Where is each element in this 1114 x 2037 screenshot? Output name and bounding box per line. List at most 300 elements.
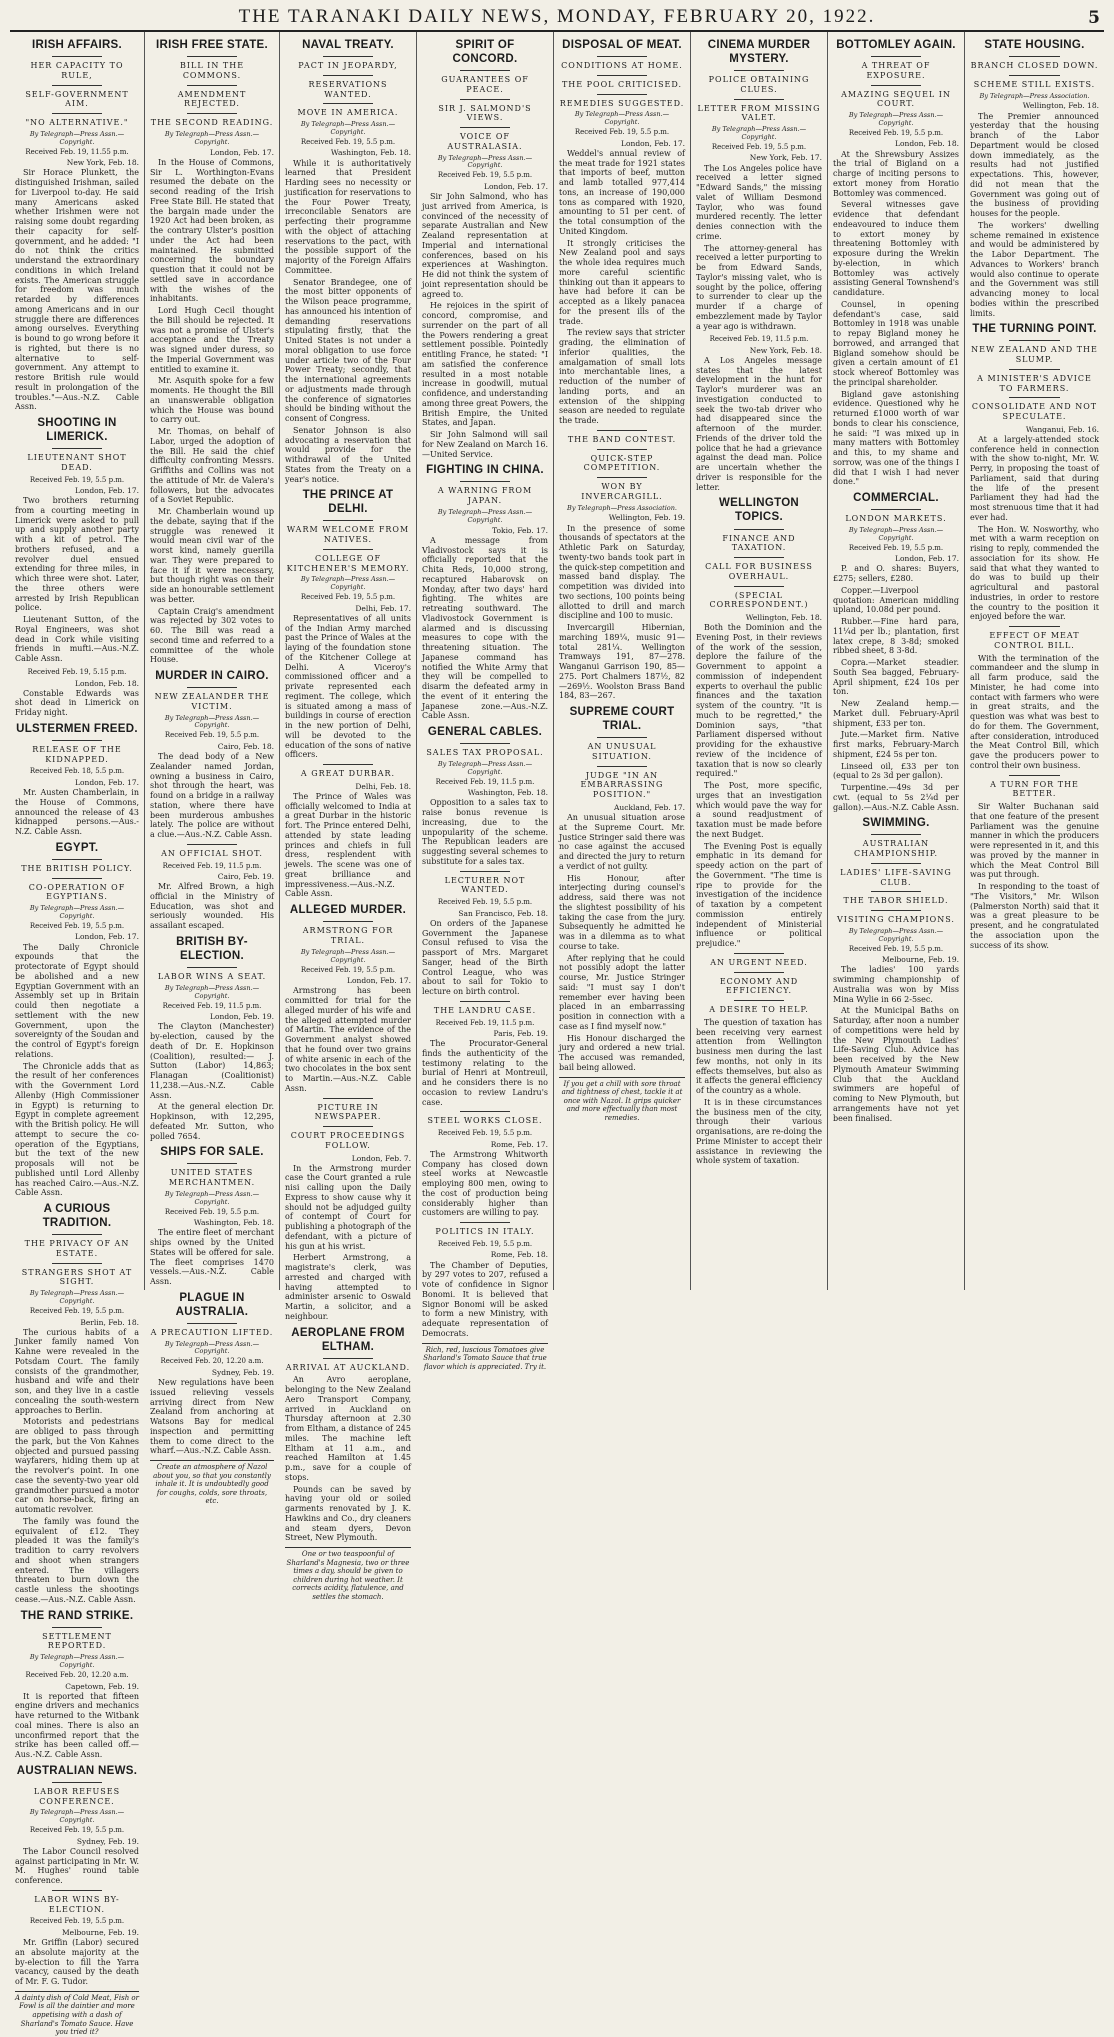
article-body (15, 168, 139, 412)
dateline: Wellington, Feb. 18. (1022, 101, 1099, 111)
divider (460, 871, 510, 872)
divider (460, 743, 510, 744)
divider (52, 1782, 102, 1783)
article (559, 38, 685, 426)
divider (187, 85, 237, 86)
dateline: Delhi, Feb. 17. (355, 603, 411, 613)
article-body (150, 1378, 274, 1456)
article-body (15, 1847, 139, 1886)
received-time: Received Feb. 19, 5.5 p.m. (437, 1129, 533, 1138)
article (150, 1145, 274, 1287)
divider (187, 844, 237, 845)
article-subheading: THE SECOND READING. (150, 118, 274, 128)
dateline: Washington, Feb. 18. (467, 788, 548, 798)
article-paragraph: The Hon. W. Nosworthy, who met with a warm reception on rising to reply, commended the association for its show. He said that what they wanted to do was to build up their agricultural and pastoral industries, in order to restore the country to the position it enjoyed before the war. (970, 524, 1099, 622)
divider (871, 56, 921, 57)
article-credit: By Telegraph—Press Assn.—Copyright. (164, 983, 260, 1000)
article (422, 1111, 548, 1218)
dateline: Sydney, Feb. 19. (211, 1367, 274, 1377)
dateline: Washington, Feb. 18. (193, 1218, 274, 1228)
divider (323, 921, 373, 922)
article-headline: WELLINGTON TOPICS. (718, 497, 800, 524)
article-paragraph: The Chamber of Deputies, by 297 votes to 207, refused a vote of confidence in Signor Bonomi. It is believed that Signor Bonomi will be asked to form a new Ministry, with adequate representation of Democrats. (422, 1260, 548, 1338)
received-time: Received Feb. 19, 5.5 p.m. (437, 1239, 533, 1248)
dateline: New York, Feb. 18. (66, 158, 139, 168)
article-paragraph: In the presence of some thousands of spectators at the Athletic Park on Saturday, twenty-two bands took part in the quick-step competition and massed band display. The competition was divided into two sections, 100 points being allotted to drill and march discipline and 100 to music. (559, 523, 685, 621)
article-paragraph: Armstrong has been committed for trial for the alleged murder of his wife and the alleged attempted murder of Martin. The evidence of the Government analyst showed that he found over two grains of white arsenic in each of the two chocolates in the box sent to Martin.—Aus.-N.Z. Cable Assn. (285, 986, 411, 1093)
article (285, 903, 411, 1093)
article-paragraph: The family was found the equivalent of £12. They pleaded it was the family's tradition to carry revolvers and shoot when strangers entered. The villagers threaten to burn down the castle unless the shootings cease.—Aus.-N.Z. Cable Assn. (15, 1516, 139, 1604)
received-time: Received Feb. 19, 5.5 p.m. (300, 965, 396, 974)
article-body (970, 435, 1099, 622)
article-subheading: LECTURER NOT WANTED. (444, 875, 526, 895)
article-paragraph: The review says that stricter grading, the elimination of inferior qualities, the amalgamation of small lots into merchantable lines, a reduction of the number of landing ports, and an extension of the shipping season are needed to regulate the trade. (559, 328, 685, 426)
article (422, 38, 548, 459)
article-subheading: RELEASE OF THE KIDNAPPED. (32, 744, 122, 764)
article-subheading: LONDON MARKETS. (845, 514, 947, 524)
column-6 (691, 32, 828, 1290)
article-paragraph: The Los Angeles police have received a letter signed "Edward Sands," the missing valet of William Desmond Taylor, who was found murdered recently. The letter denies connection with the crime. (696, 163, 822, 241)
article-subheading: EFFECT OF MEAT CONTROL BILL. (989, 631, 1080, 650)
article-paragraph: Lord Hugh Cecil thought the Bill should be rejected. It was not a promise of Ulster's acceptance and the Treaty was signed under duress, so the Imperial Government was entitled to examine it. (150, 306, 274, 374)
article-paragraph: Rubber.—Fine hard para, 11¼d per lb.; plantation, first latex crepe, 8 3-8d; smoked ribbed sheet, 8 3-8d. (833, 617, 959, 656)
article-body (285, 614, 411, 760)
article-subheading: STEEL WORKS CLOSE. (427, 1116, 543, 1126)
divider (1009, 75, 1061, 76)
article-subheading: AN UNUSUAL SITUATION. (587, 742, 657, 761)
divider (52, 113, 102, 114)
article (696, 953, 822, 1166)
received-time: Received Feb. 19, 5.5 p.m. (29, 1826, 125, 1835)
divider (52, 740, 102, 741)
divider (52, 85, 102, 86)
article-paragraph: At the Shrewsbury Assizes the trial of Bigland on a charge of inciting persons to extort money from Horatio Bottomley was commenced. (833, 149, 959, 198)
article (15, 722, 139, 837)
article (150, 38, 274, 665)
article-paragraph: In the House of Commons, Sir L. Worthington-Evans resumed the debate on the second reading of the Irish Free State Bill. He stated that the bargain made under the 1920 Act had been broken, as the contrary Ulster's position under the Act had been maintained. He submitted concerning the boundary question that it could not be settled save in accordance with the wishes of the inhabitants. (150, 157, 274, 304)
divider (871, 834, 921, 835)
article-credit: By Telegraph—Press Assn.—Copyright. (848, 111, 944, 127)
article-paragraph: The dead body of a New Zealander named Jordan, owning a business in Cairo, shot through the heart, was found on a bridge in a railway station, where there have been murderous ambushes lately. The police are without a clue.—Aus.-N.Z. Cable Assn. (150, 752, 274, 840)
dateline: Cairo, Feb. 18. (217, 741, 274, 751)
dateline: London, Feb. 17. (75, 486, 139, 496)
article (559, 430, 685, 701)
divider (734, 586, 784, 587)
article-subheading: A TURN FOR THE BETTER. (990, 779, 1079, 799)
article-body (422, 798, 548, 866)
article-paragraph: Jute.—Market firm. Native first marks, February-March shipment, £24 5s per ton. (833, 730, 959, 759)
article-subheading: CONSOLIDATE AND NOT SPECULATE. (971, 402, 1098, 422)
article-headline: SPIRIT OF CONCORD. (452, 39, 518, 66)
received-time: Received Feb. 19, 11.5 p.m. (435, 777, 535, 786)
divider (597, 737, 647, 738)
dateline: Tokio, Feb. 17. (492, 525, 548, 535)
article-paragraph: The Chronicle adds that as the result of her conferences with the Government Lord Allenby (High Commissioner in Egypt) is returning to Egypt in complete agreement with the British policy. He will attempt to secure the co-operation of the Egyptians, but the text of the new proposals will not be published until Lord Allenby has reached Cairo.—Aus.-N.Z. Cable Assn. (15, 1061, 139, 1198)
article-subheading: LADIES' LIFE-SAVING CLUB. (840, 867, 952, 887)
article (285, 38, 411, 484)
dateline: Wellington, Feb. 19. (608, 513, 685, 523)
article-paragraph: The entire fleet of merchant ships owned by the United States will be offered for sale. The fleet comprises 1470 vessels.—Aus.-N.Z. Cable Assn. (150, 1228, 274, 1287)
column-7 (828, 32, 965, 1290)
article (15, 668, 139, 718)
dateline: London, Feb. 17. (484, 181, 548, 191)
article (150, 1291, 274, 1456)
article-credit: By Telegraph—Press Assn.—Copyright. (164, 129, 260, 146)
divider (1009, 775, 1061, 776)
article-paragraph: The Daily Chronicle expounds that the protectorate of Egypt should be abolished and a new Egyptian Government with an Assembly set up in Britain could then negotiate a settlement with the new Government, upon the sovereignty of the Soudan and the control of Egypt's foreign relations. (15, 942, 139, 1059)
article-headline: DISPOSAL OF MEAT. (562, 39, 682, 51)
article-body (696, 356, 822, 493)
divider (323, 520, 373, 521)
divider (323, 56, 373, 57)
article-paragraph: Mr. Chamberlain wound up the debate, saying that if the struggle was renewed it would mean civil war of the worst kind, namely guerilla war. They were prepared to face it if it were necessary, but though right was on their side an honourable settlement was better. (150, 507, 274, 604)
divider (323, 1126, 373, 1127)
received-time: Received Feb. 19, 11.5 p.m. (435, 1018, 535, 1027)
dateline: London, Feb. 18. (75, 678, 139, 688)
article-headline: CINEMA MURDER MYSTERY. (707, 39, 811, 66)
article-headline: PLAGUE IN AUSTRALIA. (175, 1291, 249, 1318)
article-body (285, 1164, 411, 1322)
column-8 (965, 32, 1104, 1290)
received-time: Received Feb. 19, 5.5 p.m. (29, 475, 125, 484)
article-paragraph: It is reported that fifteen engine drivers and mechanics have returned to the Witbank coal mines. There is also an unconfirmed report that the strike has been called off.—Aus.-N.Z. Cable Assn. (15, 1691, 139, 1760)
divider (187, 113, 237, 114)
article-subheading: AUSTRALIAN CHAMPIONSHIP. (853, 839, 939, 859)
article-headline: MURDER IN CAIRO. (155, 670, 269, 682)
divider (871, 85, 921, 86)
article-credit: By Telegraph—Press Assn.—Copyright. (848, 525, 944, 542)
article-paragraph: On orders of the Japanese Government the Japanese Consul refused to visa the passport of Mrs. Margaret Sanger, head of the Birth Control League, who was about to sail for Tokio to lecture on birth control. (422, 918, 548, 996)
article (150, 669, 274, 840)
received-time: Received Feb. 19, 5.5 p.m. (164, 731, 260, 740)
article-subheading: WON BY INVERCARGILL. (581, 482, 663, 501)
received-time: Received Feb. 20, 12.20 a.m. (160, 1357, 264, 1366)
article-body (970, 802, 1099, 950)
article-credit: By Telegraph—Press Assn.—Copyright. (300, 947, 396, 964)
article-body (422, 1150, 548, 1218)
divider (597, 766, 647, 767)
article-paragraph: Counsel, in opening defendant's case, said Bottomley in 1918 was unable to repay Bigland money he borrowed, and arranged that Bigland somehow should be given a certain amount of £1 stock whereof Bottomley was the principal shareholder. (833, 299, 959, 387)
dateline: Paris, Feb. 19. (493, 1029, 548, 1039)
received-time: Received Feb. 19, 5.5 p.m. (848, 944, 944, 953)
received-time: Received Feb. 19, 5.5 p.m. (29, 1307, 125, 1315)
article-credit: By Telegraph—Press Assn.—Copyright. (164, 1189, 260, 1206)
article (285, 1326, 411, 1544)
article-paragraph: Herbert Armstrong, a magistrate's clerk, was arrested and charged with having attempted to administer arsenic to Oswald Martin, a solicitor, and a neighbour. (285, 1253, 411, 1321)
received-time: Received Feb. 18, 5.5 p.m. (29, 767, 125, 776)
article-subheading: SIR J. SALMOND'S VIEWS. (438, 103, 532, 123)
article-headline: IRISH FREE STATE. (155, 39, 268, 51)
article-paragraph: It strongly criticises the New Zealand pool and says the whole idea requires much more careful scientific thinking out than it appears to have had before it can be accepted as a likely panacea for the present ills of the trade. (559, 238, 685, 326)
article-body (422, 536, 548, 721)
dateline: Melbourne, Feb. 19. (61, 1928, 139, 1938)
article-subheading: A GREAT DURBAR. (300, 769, 396, 779)
divider (187, 1323, 237, 1324)
article-subheading: A WARNING FROM JAPAN. (437, 486, 533, 506)
article-paragraph: P. and O. shares: Buyers, £275; sellers, £280. (833, 564, 959, 584)
article-paragraph: The curious habits of a Junker family named Von Kahne were revealed in the Potsdam Court. The family consists of the grandmother, husband and wife and their son, and they live in a castle concealing the south-western approaches to Berlin. (15, 1327, 139, 1415)
article-paragraph: The ladies' 100 yards swimming championship of Australia was won by Miss Mina Wylie in 66 2-5sec. (833, 965, 959, 1004)
article-body (150, 1022, 274, 1141)
divider (323, 764, 373, 765)
article (15, 1609, 139, 1760)
article-headline: AEROPLANE FROM ELTHAM. (291, 1326, 405, 1353)
article-paragraph: The question of taxation has been receiving very earnest attention from Wellington business men during the last few months, not only in its effects themselves, but also as it affects the general efficiency of the country as a whole. (696, 1017, 822, 1096)
dateline: London, Feb. 17. (347, 976, 411, 986)
article (696, 335, 822, 492)
dateline: London, Feb. 17. (210, 147, 274, 157)
divider (734, 972, 784, 973)
article-subheading: BILL IN THE COMMONS. (179, 61, 245, 80)
article-subheading: PACT IN JEOPARDY, (298, 61, 398, 71)
article-paragraph: The workers' dwelling scheme remained in existence and would be administered by the Labor Department. The Advances to Workers' branch would also continue to operate and the Government was still advancing money to local bodies within the prescribed limits. (970, 220, 1099, 318)
article (696, 38, 822, 331)
article (150, 844, 274, 931)
dateline: Washington, Feb. 18. (330, 148, 411, 158)
article-subheading: SELF-GOVERNMENT AIM. (25, 89, 129, 109)
article-paragraph: Mr. Thomas, on behalf of Labor, urged the adoption of the Bill. He said the chief difficulty confronting Messrs. Griffiths and Collins was not the attitude of Mr. de Valera's followers, but the advocates of a Soviet Republic. (150, 427, 274, 505)
article-subheading: PICTURE IN NEWSPAPER. (314, 1102, 382, 1122)
article-subheading: LETTER FROM MISSING VALET. (697, 103, 821, 123)
article-subheading: ARRIVAL AT AUCKLAND. (285, 1362, 411, 1372)
dateline: London, Feb. 17. (75, 932, 139, 942)
article-body (833, 564, 959, 812)
divider (52, 1263, 102, 1264)
columns-container (10, 32, 1104, 2037)
article-body (15, 1938, 139, 1987)
divider (323, 1358, 373, 1359)
article-subheading: THE BRITISH POLICY. (21, 863, 133, 873)
article-body (970, 654, 1099, 771)
article (422, 1001, 548, 1108)
column-2 (145, 32, 280, 1506)
received-time: Received Feb. 19, 5.5 p.m. (574, 128, 670, 137)
article (285, 488, 411, 760)
dateline: Sydney, Feb. 19. (76, 1836, 139, 1846)
article-subheading: SCHEME STILL EXISTS. (973, 79, 1096, 89)
article-paragraph: Opposition to a sales tax to raise bonus revenue is increasing, due to the unpopularity of the scheme. The Republican leaders are suggesting several schemes to substitute for a sales tax. (422, 798, 548, 866)
divider (460, 99, 510, 100)
column-5 (554, 32, 691, 1290)
article-credit: By Telegraph—Press Assn.—Copyright. (437, 153, 533, 170)
article (15, 841, 139, 1198)
divider (52, 56, 102, 57)
article-credit: By Telegraph—Press Assn.—Copyright. (300, 120, 396, 136)
divider (1009, 626, 1061, 627)
article-paragraph: Mr. Griffin (Labor) secured an absolute majority at the by-election to fill the Yarra vacancy, caused by the death of Mr. F. G. Tudor. (15, 1938, 139, 1987)
advertisement: Create an atmosphere of Nazol about you, so that you constantly inhale it. It is undoubtedly good for coughs, colds, sore throats, etc. (150, 1460, 274, 1506)
article-paragraph: The Premier announced yesterday that the housing branch of the Labor Department would be closed down immediately, as the results had not justified expectations. This, however, did not mean that the Government was going out of the business of providing houses for the people. (970, 111, 1099, 219)
divider (460, 1001, 510, 1002)
dateline: New York, Feb. 17. (749, 153, 822, 163)
article-subheading: AN URGENT NEED. (710, 957, 808, 967)
article-paragraph: With the termination of the commandeer and the slump in all farm produce, said the Minister, he had come into contact with farmers who were in great straits, and the question was what was best to do for them. The Government, after consideration, introduced the Meat Control Bill, which gave the producers power to control their own business. (970, 653, 1099, 770)
article-paragraph: New regulations have been issued relieving vessels arriving direct from New Zealand from anchoring at Watsons Bay for medical inspection and permitting them to come direct to the wharf.—Aus.-N.Z. Cable Assn. (150, 1378, 274, 1456)
received-time: Received Feb. 19, 5.5 p.m. (848, 128, 944, 137)
received-time: Received Feb. 19, 5.5 p.m. (300, 137, 396, 146)
article (833, 491, 959, 812)
article-paragraph: Mr. Alfred Brown, a high official in the Ministry of Education, was shot and seriously wounded. His assailant escaped. (150, 882, 274, 931)
article-subheading: AMENDMENT REJECTED. (177, 89, 247, 109)
dateline: Melbourne, Feb. 19. (881, 955, 959, 965)
article-credit: By Telegraph—Press Assn.—Copyright. (711, 125, 807, 141)
received-time: Received Feb. 19, 5.5 p.m. (711, 142, 807, 151)
article-body (150, 752, 274, 840)
divider (597, 75, 647, 76)
article-headline: THE TURNING POINT. (972, 323, 1097, 336)
article-subheading: ARMSTRONG FOR TRIAL. (302, 926, 394, 945)
article-subheading: THE LANDRU CASE. (433, 1005, 537, 1015)
article-body (285, 792, 411, 899)
article-body (422, 919, 548, 997)
dateline: San Francisco, Feb. 18. (458, 908, 548, 918)
article (696, 496, 822, 948)
article-paragraph: A Los Angeles message states that the latest development in the hunt for Taylor's murderer was an investigation conducted to seek the two-tab driver who had disappeared since the afternoon of the murder. Friends of the driver told the police that he had a grievance against the dead man. Police are uncertain whether the driver is responsible for the letter. (696, 355, 822, 492)
divider (460, 481, 510, 482)
divider (323, 1098, 373, 1099)
article-body (422, 1039, 548, 1107)
article-subheading: RESERVATIONS WANTED. (308, 79, 388, 99)
article (833, 38, 959, 487)
divider (187, 56, 237, 57)
received-time: Received Feb. 19, 5.5 p.m. (300, 593, 396, 602)
article-body (15, 1692, 139, 1760)
article-subheading: THE PRIVACY OF AN ESTATE. (24, 1239, 130, 1258)
article-body (285, 159, 411, 485)
article-subheading: AN OFFICIAL SHOT. (161, 848, 263, 858)
article-paragraph: Sir Horace Plunkett, the distinguished Irishman, sailed for Liverpool to-day. He said many Americans asked whether Irishmen were not raising some doubt regarding their capacity for self-government, and he added: "I do not think the critics understand the extraordinary conditions in which Ireland exists. The American struggle for freedom was much retarded by differences among Americans and in our struggle there are differences among ourselves. Everything is bound to go wrong before it is righted, but there is no alternative to self-government. Any attempt to restore British rule would result in prolongation of the troubles."—Aus.-N.Z. Cable Assn. (15, 168, 139, 412)
article-paragraph: Two brothers returning from a courting meeting in Limerick were asked to pull up and supply another party with a kit of petrol. The brothers refused, and a revolver duel ensued extending for three miles, in which three were shot. Later, the three others were arrested by Irish Republican police. (15, 496, 139, 613)
divider (52, 878, 102, 879)
column-1 (10, 32, 145, 2037)
article-body (422, 192, 548, 459)
article-body (150, 158, 274, 665)
divider (597, 449, 647, 450)
advertisement: One or two teaspoonful of Sharland's Magnesia, two or three times a day, should be given to children during hot weather. It corrects acidity, flatulence, and settles the stomach. (285, 1547, 411, 1601)
article (15, 1764, 139, 1886)
article-paragraph: The Clayton (Manchester) by-election, caused by the death of Dr. E. Hopkinson (Coalition), resulted:— J. Sutton (Labor) 14,863; Flanagan (Coalitionist) 11,238.—Aus.-N.Z. Cable Assn. (150, 1022, 274, 1100)
article-paragraph: Sir John Salmond will sail for New Zealand on March 16.—United Service. (422, 430, 548, 459)
article-headline: AUSTRALIAN NEWS. (16, 1764, 138, 1777)
dateline: Cairo, Feb. 19. (217, 872, 274, 882)
advertisement: A dainty dish of Cold Meat, Fish or Fowl is all the daintier and more appetising with a dash of Sharland's Tomato Sauce. Have you tried it? (15, 1991, 139, 2037)
dateline: London, Feb. 17. (895, 554, 959, 564)
divider (734, 953, 784, 954)
article-paragraph: A message from Vladivostock says it is officially reported that the Chita Reds, 10,000 strong, recaptured Habarovsk on Monday, after two days' hard fighting. The whites are retreating southward. The Vladivostock Government is alarmed and is discussing measures to cope with the threatening situation. The Japanese command has notified the White Army that they will be compelled to disarm the defeated army in the event of it entering the Japanese zone.—Aus.-N.Z. Cable Assn. (422, 535, 548, 721)
article-headline: STATE HOUSING. (984, 39, 1085, 51)
dateline: London, Feb. 18. (895, 139, 959, 149)
article-subheading: QUICK-STEP COMPETITION. (583, 453, 661, 473)
article-subheading: NEW ZEALANDER THE VICTIM. (154, 692, 270, 711)
article-paragraph: Linseed oil, £33 per ton (equal to 2s 3d per gallon). (833, 761, 959, 781)
dateline: Capetown, Feb. 19. (65, 1681, 139, 1691)
article-headline: A CURIOUS TRADITION. (42, 1203, 112, 1230)
divider (52, 1234, 102, 1235)
article-paragraph: The Armstrong Whitworth Company has closed down steel works at Newcastle employing 800 men, owing to the cost of production being considerably higher than customers are willing to pay. (422, 1149, 548, 1218)
divider (187, 687, 237, 688)
article-subheading: CO-OPERATION OF EGYPTIANS. (28, 882, 126, 902)
article-subheading: NEW ZEALAND AND THE SLUMP. (971, 345, 1098, 365)
article-paragraph: Sir Walter Buchanan said that one feature of the present Parliament was the genuine manner in which the producers were represented in it, and this was proved by the manner in which the Meat Control Bill was put through. (970, 802, 1099, 880)
article-subheading: BRANCH CLOSED DOWN. (970, 61, 1099, 71)
article-subheading: HER CAPACITY TO RULE, (30, 61, 124, 80)
article-paragraph: Sir John Salmond, who has just arrived from America, is convinced of the necessity of separate Australian and New Zealand representation at Imperial and international conferences, based on his experiences at Washington. He did not think the system of joint representation should be agreed to. (422, 192, 548, 299)
article-subheading: CALL FOR BUSINESS OVERHAUL. (705, 562, 813, 581)
article-headline: FIGHTING IN CHINA. (426, 464, 544, 477)
article-headline: SHIPS FOR SALE. (160, 1146, 264, 1159)
received-time: Received Feb. 19, 11.5 p.m. (162, 1001, 262, 1010)
column-4 (417, 32, 554, 1371)
article (15, 416, 139, 664)
article-credit: By Telegraph—Press Assn.—Copyright. (29, 1808, 125, 1825)
divider (734, 529, 784, 530)
article-paragraph: At the general election Dr. Hopkinson, with 12,295, defeated Mr. Sutton, who polled 7654. (150, 1102, 274, 1141)
article-subheading: POLICE OBTAINING CLUES. (708, 75, 810, 94)
dateline: London, Feb. 17. (621, 138, 685, 148)
divider (460, 1111, 510, 1112)
article (15, 38, 139, 412)
received-time: Received Feb. 19, 5.5 p.m. (29, 921, 125, 930)
article-body (833, 150, 959, 488)
article-body (833, 965, 959, 1123)
article (970, 626, 1099, 771)
article-headline: BRITISH BY-ELECTION. (176, 935, 248, 962)
article-subheading: LIEUTENANT SHOT DEAD. (27, 453, 127, 472)
article-paragraph: Senator Brandegee, one of the most bitter opponents of the Wilson peace programme, has announced his intention of demanding reservations stipulating firstly, that the United States is not under a moral obligation to use force under article two of the Four Power Treaty; secondly, that the international agreements or adjustments made through the conference of signatories should be binding without the consent of Congress. (285, 277, 411, 424)
article-credit: By Telegraph—Press Assn.—Copyright. (437, 507, 533, 524)
article-credit: By Telegraph—Press Association. (979, 91, 1090, 100)
article-headline: EGYPT. (55, 841, 99, 854)
article-body (150, 882, 274, 931)
article-subheading: LABOR WINS BY-ELECTION. (34, 1894, 120, 1914)
article-subheading: COURT PROCEEDINGS FOLLOW. (290, 1131, 406, 1150)
article-paragraph: The attorney-general has received a letter purporting to be from Edward Sands, Taylor's missing valet, who is sought by the police, offering to surrender to clear up the murder if a charge of embezzlement made by Taylor a year ago is withdrawn. (696, 243, 822, 331)
article (285, 1098, 411, 1322)
received-time: Received Feb. 19, 5.5 p.m. (848, 543, 944, 552)
article (15, 1202, 139, 1605)
divider (871, 509, 921, 510)
divider (871, 910, 921, 911)
article-body (285, 986, 411, 1093)
dateline: Delhi, Feb. 18. (355, 781, 411, 791)
article-headline: THE PRINCE AT DELHI. (302, 489, 394, 516)
newspaper-page (10, 6, 1104, 2037)
divider (52, 448, 102, 449)
received-time: Received Feb. 19, 5.5 p.m. (437, 171, 533, 180)
article-paragraph: In the Armstrong murder case the Court granted a rule nisi calling upon the Daily Express to show cause why it should not be adjudged guilty of contempt of Court for publishing a photograph of the defendant, with a picture of his gun at his wrist. (285, 1163, 411, 1251)
dateline: Rome, Feb. 18. (490, 1250, 548, 1260)
article-subheading: A THREAT OF EXPOSURE. (861, 61, 931, 80)
divider (597, 94, 647, 95)
article-paragraph: The Procurator-General finds the authenticity of the testimony relating to the burial of Henri at Montreuil, and he considers there is no occasion to review Landru's case. (422, 1039, 548, 1107)
received-time: Received Feb. 19, 5.5 p.m. (437, 898, 533, 907)
article-subheading: AMAZING SEQUEL IN COURT. (841, 89, 951, 109)
article-subheading: POLITICS IN ITALY. (435, 1227, 535, 1237)
article (422, 871, 548, 997)
divider (460, 127, 510, 128)
article-body (559, 813, 685, 1073)
article-paragraph: At a largely-attended stock conference held in connection with the show to-night, Mr. W. Perry, in proposing the toast of Parliament, said that during the life of the present Parliament they had had the most strenuous time that it had ever had. (970, 434, 1099, 522)
page-number: 5 (1088, 8, 1100, 28)
article-paragraph: He rejoices in the spirit of concord, compromise, and surrender on the part of all the Powers rendering a great settlement possible. Pointedly entitling France, he stated: "I am satisfied the conference resulted in a most notable increase in goodwill, mutual confidence, and understanding among three great Powers, the British Empire, the United States, and Japan. (422, 301, 548, 428)
article-paragraph: Mr. Austen Chamberlain, in the House of Commons, announced the release of 43 kidnapped persons.—Aus.-N.Z. Cable Assn. (15, 788, 139, 837)
article (970, 775, 1099, 951)
article-subheading: THE TABOR SHIELD. (843, 896, 949, 906)
divider (734, 70, 784, 71)
article-headline: NAVAL TREATY. (302, 39, 394, 51)
article-headline: ALLEGED MURDER. (289, 904, 407, 917)
article-paragraph: The Evening Post is equally emphatic in its demand for speedy action on the part of the Government. "The time is ripe to provide for the investigation of the incidence of taxation by a competent commission entirely independent of Ministerial influence or political prejudice." (696, 841, 822, 949)
